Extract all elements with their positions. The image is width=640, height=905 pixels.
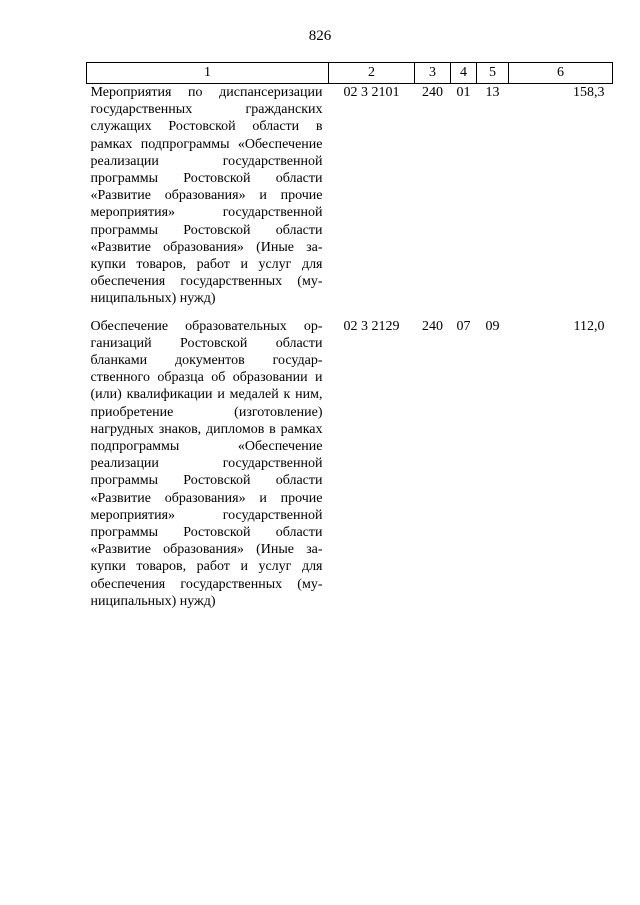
column-header-5: 5 [477, 63, 509, 84]
row-subsection: 09 [485, 318, 500, 334]
column-header-1: 1 [87, 63, 329, 84]
row-subsection: 13 [485, 85, 500, 100]
table-row [87, 84, 613, 308]
row-expense-type: 240 [422, 318, 443, 334]
row-target-code: 02 3 2129 [343, 318, 400, 334]
row-amount: 158,3 [573, 85, 605, 100]
column-header-2: 2 [329, 63, 415, 84]
budget-table [86, 62, 613, 610]
row-description: Мероприятия по диспансеризации государственных гражданских служащих Ростовской области в рамках подпрограммы «Обеспечение реализации государственной программы Ростовской области «Развитие образования» и прочие мероприятия» государственной программы Ростовской области «Развитие образования» (Иные закупки товаров, работ и услуг для обеспечения государственных (муниципальных) нужд) [90, 85, 323, 307]
row-target-code: 02 3 2101 [343, 85, 400, 100]
column-header-4: 4 [451, 63, 477, 84]
table-header-row [87, 63, 613, 84]
row-description: Обеспечение образовательных организаций Ростовской области бланками документов государственного образца об образовании и (или) квалификации и медалей к ним, приобретение (изготовление) нагрудных знаков, дипломов в рамках подпрограммы «Обеспечение реализации государственной программы Ростовской области «Развитие образования» и прочие мероприятия» государственной программы Ростовской области «Развитие образования» (Иные закупки товаров, работ и услуг для обеспечения государственных (муниципальных) нужд) [90, 318, 323, 609]
row-section: 07 [456, 318, 471, 334]
table-row [87, 308, 613, 610]
column-header-3: 3 [415, 63, 451, 84]
row-expense-type: 240 [422, 85, 443, 100]
row-section: 01 [456, 85, 471, 100]
page-number: 826 [308, 28, 332, 44]
row-amount: 112,0 [573, 318, 605, 334]
column-header-6: 6 [509, 63, 613, 84]
